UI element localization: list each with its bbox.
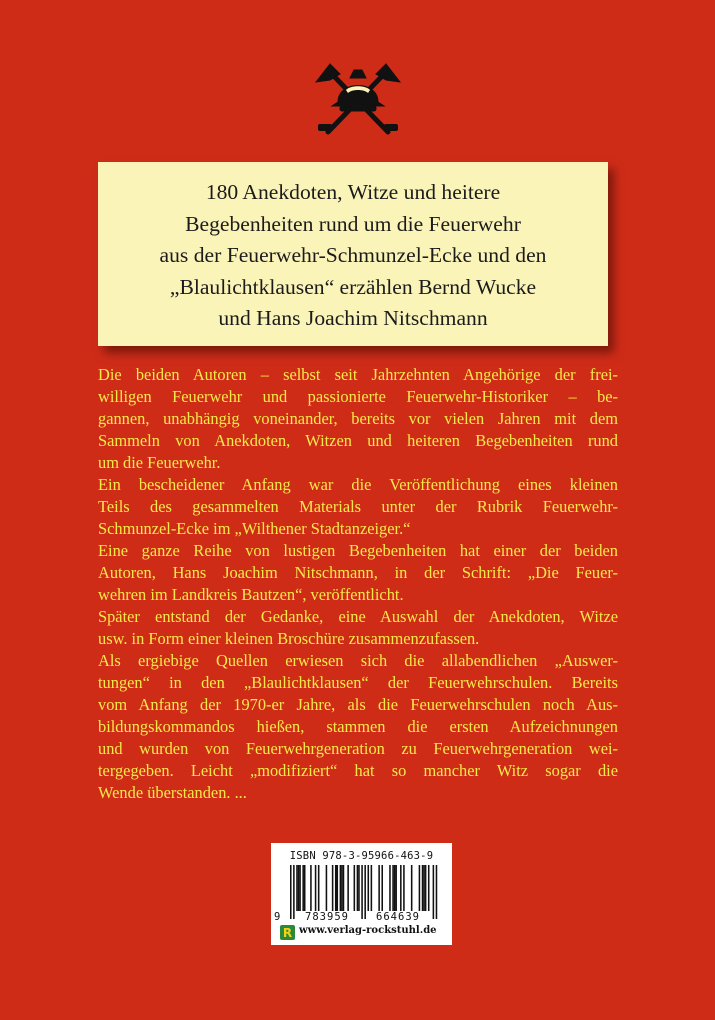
fire-brigade-emblem-icon xyxy=(310,58,406,136)
body-text-line: Autoren, Hans Joachim Nitschmann, in der Schrift: „Die Feuer- xyxy=(98,563,618,582)
body-text-line: Die beiden Autoren – selbst seit Jahrzehnten Angehörige der frei- xyxy=(98,365,618,384)
barcode-bar xyxy=(423,865,425,911)
barcode-bar xyxy=(318,865,320,911)
barcode-right-digits: 664639 xyxy=(367,911,429,923)
svg-text:R: R xyxy=(282,926,293,940)
publisher-url[interactable]: www.verlag-rockstuhl.de xyxy=(299,925,437,936)
blurb-line: Begebenheiten rund um die Feuerwehr xyxy=(185,211,521,236)
body-text-line: tungen“ in den „Blaulichtklausen“ der Feuerwehrschulen. Bereits xyxy=(98,673,618,692)
blurb-box xyxy=(98,162,608,346)
barcode-bar xyxy=(340,865,342,911)
barcode-bar xyxy=(290,865,292,919)
barcode-bar xyxy=(296,865,298,911)
barcode-bar xyxy=(422,865,424,911)
barcode-bar xyxy=(354,865,356,911)
blurb-line: aus der Feuerwehr-Schmunzel-Ecke und den xyxy=(159,243,547,267)
barcode-bar xyxy=(347,865,349,911)
barcode-bar xyxy=(436,865,438,919)
barcode-bar xyxy=(326,865,328,911)
barcode-bar xyxy=(381,865,383,911)
barcode-bar xyxy=(392,865,394,911)
barcode-bar xyxy=(304,865,306,911)
body-text-line: bildungskommandos hießen, stammen die ersten Aufzeichnungen xyxy=(98,717,618,736)
barcode-bar xyxy=(389,865,391,911)
barcode-bar xyxy=(394,865,396,911)
barcode-bar xyxy=(315,865,317,911)
body-text-line: um die Feuerwehr. xyxy=(98,453,221,472)
barcode-first-digit: 9 xyxy=(274,911,281,923)
body-text-line: und wurden von Feuerwehrgeneration zu Feuerwehrgeneration wei- xyxy=(98,739,618,758)
body-text-line: wehren im Landkreis Bautzen“, veröffentlicht. xyxy=(98,585,404,604)
body-text-line: willigen Feuerwehr und passionierte Feuerwehr-Historiker – be- xyxy=(98,387,618,406)
body-text-line: Später entstand der Gedanke, eine Auswahl der Anekdoten, Witze xyxy=(98,607,618,626)
body-text-line: Teils des gesammelten Materials unter der Rubrik Feuerwehr- xyxy=(98,497,618,516)
body-text-line: Sammeln von Anekdoten, Witzen und heiteren Begebenheiten rund xyxy=(98,431,618,450)
barcode-bar xyxy=(395,865,397,911)
barcode-bar xyxy=(358,865,360,911)
body-text-line: Eine ganze Reihe von lustigen Begebenheiten hat einer der beiden xyxy=(98,541,618,560)
isbn-label: ISBN 978-3-95966-463-9 xyxy=(289,850,434,862)
body-text-line: usw. in Form einer kleinen Broschüre zusammenzufassen. xyxy=(98,629,480,648)
body-text-line: Ein bescheidener Anfang war die Veröffentlichung eines kleinen xyxy=(98,475,618,494)
body-text-line: vom Anfang der 1970-er Jahre, als die Feuerwehrschulen noch Aus- xyxy=(98,695,618,714)
barcode-bar xyxy=(433,865,435,919)
barcode-bar xyxy=(400,865,402,911)
barcode-box xyxy=(271,843,452,945)
barcode-bar xyxy=(343,865,345,911)
barcode-bar xyxy=(310,865,312,911)
barcode-bar xyxy=(419,865,421,911)
body-text xyxy=(98,364,618,804)
barcode-bar xyxy=(299,865,301,911)
barcode-bar xyxy=(361,865,363,919)
barcode-bar xyxy=(341,865,343,911)
barcode-bar xyxy=(364,865,366,919)
barcode-left-digits: 783959 xyxy=(296,911,358,923)
barcode-bar xyxy=(378,865,380,911)
publisher xyxy=(280,925,448,941)
barcode-bar xyxy=(293,865,295,919)
barcode-bar xyxy=(337,865,339,911)
body-text-line: gannen, unabhängig voneinander, bereits vor vielen Jahren mit dem xyxy=(98,409,618,428)
barcode-bar xyxy=(411,865,413,911)
blurb-line: „Blaulichtklausen“ erzählen Bernd Wucke xyxy=(169,274,537,299)
body-text-line: Schmunzel-Ecke im „Wilthener Stadtanzeiger.“ xyxy=(98,519,411,538)
body-text-line: tergegeben. Leicht „modifiziert“ hat so mancher Witz sogar die xyxy=(98,761,618,780)
barcode-bar xyxy=(332,865,334,911)
barcode-bar xyxy=(428,865,430,911)
body-text-line: Wende überstanden. ... xyxy=(98,783,247,802)
blurb-line: und Hans Joachim Nitschmann xyxy=(218,306,488,330)
barcode-bar xyxy=(298,865,300,911)
barcode-bar xyxy=(302,865,304,911)
barcode-bar xyxy=(368,865,370,911)
barcode-bar xyxy=(335,865,337,911)
barcode-bar xyxy=(371,865,373,911)
barcode-bar xyxy=(425,865,427,911)
body-text-line: Als ergiebige Quellen erwiesen sich die allabendlichen „Auswer- xyxy=(98,651,618,670)
barcode-bar xyxy=(357,865,359,911)
rockstuhl-r-logo-icon xyxy=(280,925,295,940)
barcode-bar xyxy=(403,865,405,911)
blurb-line: 180 Anekdoten, Witze und heitere xyxy=(205,180,501,204)
